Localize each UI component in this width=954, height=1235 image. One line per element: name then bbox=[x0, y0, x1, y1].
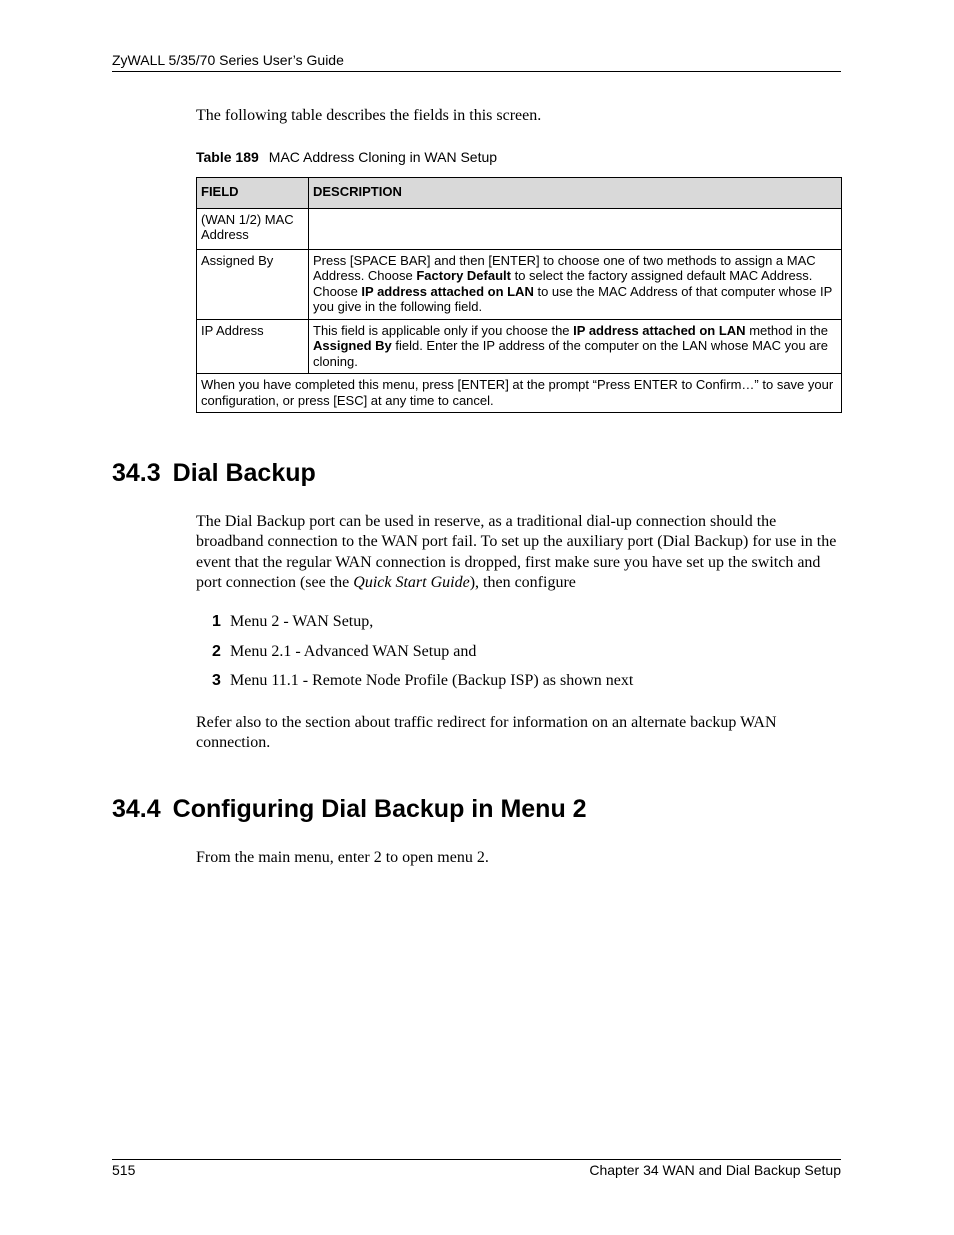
section-heading-configuring-dial-backup bbox=[112, 795, 587, 824]
bold-term: IP address attached on LAN bbox=[361, 283, 534, 299]
bold-term: Factory Default bbox=[416, 268, 511, 283]
italic-term: Quick Start Guide bbox=[353, 573, 470, 591]
table-caption-label: Table 189 bbox=[196, 149, 259, 165]
section-number: 34.3 bbox=[112, 459, 161, 487]
running-header: ZyWALL 5/35/70 Series User’s Guide bbox=[112, 52, 344, 68]
bold-term: Assigned By bbox=[313, 338, 392, 353]
header-divider bbox=[112, 71, 841, 72]
section-heading-dial-backup bbox=[112, 459, 316, 488]
step-item bbox=[212, 643, 476, 661]
table-row bbox=[197, 249, 842, 319]
step-number: 2 bbox=[212, 643, 221, 660]
col-header-description: DESCRIPTION bbox=[309, 178, 842, 209]
chapter-title: Chapter 34 WAN and Dial Backup Setup bbox=[589, 1162, 841, 1178]
text-run: to use the MAC Address of that computer whose IP you give in the following field. bbox=[313, 283, 833, 314]
text-run: method in the bbox=[745, 322, 828, 338]
field-cell: (WAN 1/2) MAC Address bbox=[197, 208, 309, 249]
text-run: to select the factory assigned default MAC Address. Choose bbox=[313, 268, 813, 299]
footer-divider bbox=[112, 1159, 841, 1160]
text-run: Press [SPACE BAR] and then [ENTER] to choose one of two methods to assign a MAC Address. Choose bbox=[313, 252, 816, 283]
table-header-row bbox=[197, 178, 842, 209]
text-run: field. Enter the IP address of the computer on the LAN whose MAC you are cloning. bbox=[313, 338, 828, 369]
dial-backup-paragraph bbox=[196, 512, 846, 593]
description-cell bbox=[309, 249, 842, 319]
fields-table bbox=[196, 177, 842, 413]
field-cell: Assigned By bbox=[197, 249, 309, 319]
table-caption-text: MAC Address Cloning in WAN Setup bbox=[268, 149, 498, 165]
table-footer-row bbox=[197, 374, 842, 413]
description-cell bbox=[309, 208, 842, 249]
bold-term: IP address attached on LAN bbox=[573, 322, 746, 338]
menu2-paragraph: From the main menu, enter 2 to open menu 2. bbox=[196, 849, 489, 866]
text-run: The Dial Backup port can be used in reserve, as a traditional dial-up connection should the broadband connection to the WAN port fail. To set up the auxiliary port (Dial Backup) for use in the event that the regular WAN connection is dropped, first make sure you have set up the switch and port connection (see the bbox=[196, 513, 837, 591]
table-caption bbox=[196, 149, 497, 165]
section-title: Dial Backup bbox=[172, 459, 316, 487]
step-number: 1 bbox=[212, 613, 221, 630]
table-row bbox=[197, 208, 842, 249]
section-number: 34.4 bbox=[112, 795, 161, 823]
step-number: 3 bbox=[212, 672, 221, 689]
step-text: Menu 11.1 - Remote Node Profile (Backup ISP) as shown next bbox=[230, 672, 634, 689]
text-run: ), then configure bbox=[469, 573, 576, 591]
col-header-field: FIELD bbox=[197, 178, 309, 209]
field-cell: IP Address bbox=[197, 319, 309, 374]
section-title: Configuring Dial Backup in Menu 2 bbox=[172, 795, 587, 823]
step-text: Menu 2.1 - Advanced WAN Setup and bbox=[230, 643, 477, 660]
step-item bbox=[212, 613, 373, 631]
text-run: This field is applicable only if you choose the bbox=[313, 322, 574, 338]
traffic-redirect-paragraph: Refer also to the section about traffic redirect for information on an alternate backup WAN connection. bbox=[196, 714, 777, 752]
intro-text: The following table describes the fields in this screen. bbox=[196, 107, 542, 124]
page-number: 515 bbox=[112, 1162, 136, 1178]
step-text: Menu 2 - WAN Setup, bbox=[230, 613, 374, 630]
step-item bbox=[212, 672, 633, 690]
table-footer-note: When you have completed this menu, press [ENTER] at the prompt “Press ENTER to Confirm…” to save your configuration, or press [ESC] at any time to cancel. bbox=[197, 374, 842, 413]
table-row bbox=[197, 319, 842, 374]
description-cell bbox=[309, 319, 842, 374]
